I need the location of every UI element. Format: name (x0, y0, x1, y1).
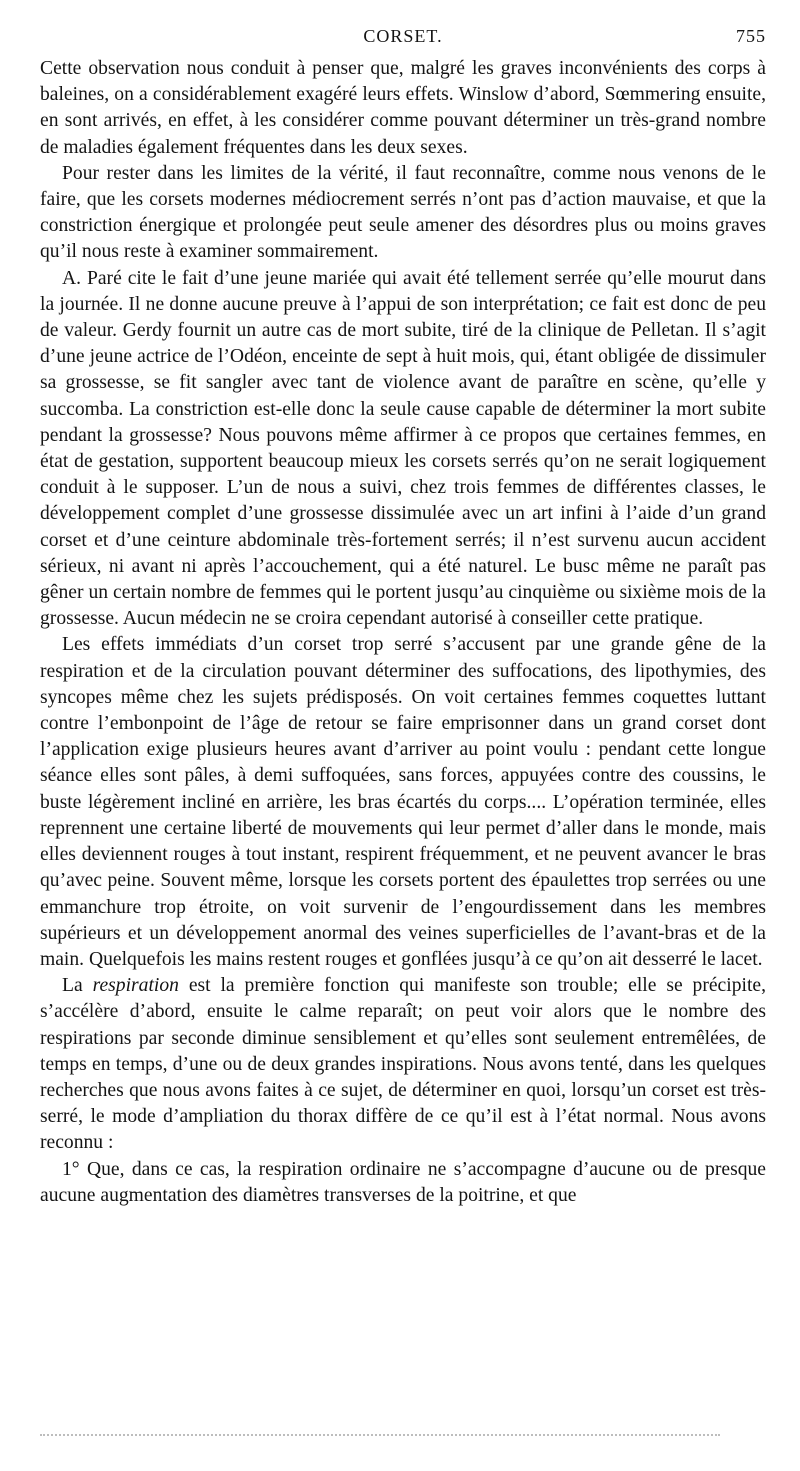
paragraph: A. Paré cite le fait d’une jeune mariée qui avait été tellement serrée qu’elle mourut dans la journée. Il ne donne aucune preuve à l’appui de son interprétation; ce fait est donc de peu de valeur. Gerdy fournit un autre cas de mort subite, tiré de la clinique de Pelletan. Il s’agit d’une jeune actrice de l’Odéon, enceinte de sept à huit mois, qui, étant obligée de dissimuler sa grossesse, se fit sangler avec tant de violence avant de paraître en scène, qu’elle y succomba. La constriction est-elle donc la seule cause capable de déterminer la mort subite pendant la grossesse? Nous pouvons même affirmer à ce propos que certaines femmes, en état de gestation, supportent beaucoup mieux les corsets serrés qu’on ne serait logiquement conduit à le supposer. L’un de nous a suivi, chez trois femmes de différentes classes, le développement complet d’une grossesse dissimulée avec un art infini à l’aide d’un grand corset et d’une ceinture abdominale très-fortement serrés; il n’est survenu aucun accident sérieux, ni avant ni après l’accouchement, qui a été naturel. Le busc même ne paraît pas gêner un certain nombre de femmes qui le portent jusqu’au cinquième ou sixième mois de la grossesse. Aucun médecin ne se croira cependant autorisé à conseiller cette pratique. (40, 267, 766, 630)
paragraph: Pour rester dans les limites de la vérité, il faut reconnaître, comme nous venons de le faire, que les corsets modernes médiocrement serrés n’ont pas d’action mauvaise, et que la constriction énergique et prolongée peut seule amener des désordres plus ou moins graves qu’il nous reste à examiner sommairement. (40, 162, 766, 263)
footer-rule (40, 1434, 720, 1436)
running-header (40, 26, 766, 56)
paragraph: Les effets immédiats d’un corset trop serré s’accusent par une grande gêne de la respiration et de la circulation pouvant déterminer des suffocations, des lipothymies, des syncopes même chez les sujets prédisposés. On voit certaines femmes coquettes luttant contre l’embonpoint de l’âge de retour se faire emprisonner dans un grand corset dont l’application exige plusieurs heures avant d’arriver au point voulu : pendant cette longue séance elles sont pâles, à demi suffoquées, sans forces, appuyées contre des coussins, le buste légèrement incliné en arrière, les bras écartés du corps.... L’opération terminée, elles reprennent une certaine liberté de mouvements qui leur permet d’aller dans le monde, mais elles deviennent rouges à tout instant, respirent fréquemment, et ne peuvent avancer le bras qu’avec peine. Souvent même, lorsque les corsets portent des épaulettes trop serrées ou une emmanchure trop étroite, on voit survenir de l’engourdissement dans les membres supérieurs et un développement anormal des veines superficielles de l’avant-bras et de la main. Quelquefois les mains restent rouges et gonflées jusqu’à ce qu’on ait desserré le lacet. (40, 634, 766, 970)
paragraph (40, 973, 766, 1156)
paragraph: 1° Que, dans ce cas, la respiration ordinaire ne s’accompagne d’aucune ou de presque aucune augmentation des diamètres transverses de la poitrine, et que (40, 1158, 766, 1206)
emphasized-term: respiration (92, 975, 179, 997)
paragraph-rest: est la première fonction qui manifeste son trouble; elle se précipite, s’accélère d’abord, ensuite le calme reparaît; on peut voir alors que le nombre des respirations par seconde diminue sensiblement et qu’elles sont seulement entremêlées, de temps en temps, d’une ou de deux grandes inspirations. Nous avons tenté, dans les quelques recherches que nous avons faites à ce sujet, de déterminer en quoi, lorsqu’un corset est très-serré, le mode d’ampliation du thorax diffère de ce qu’il est à l’état normal. Nous avons reconnu : (40, 975, 766, 1154)
page-number: 755 (736, 26, 766, 46)
paragraph-lead: La (62, 975, 93, 997)
running-title: CORSET. (363, 26, 443, 46)
body-text (40, 56, 766, 1209)
paragraph: Cette observation nous conduit à penser que, malgré les graves inconvénients des corps à baleines, on a considérablement exagéré leurs effets. Winslow d’abord, Sœmmering ensuite, en sont arrivés, en effet, à les considérer comme pouvant déterminer un très-grand nombre de maladies également fréquentes dans les deux sexes. (40, 58, 766, 158)
document-page (40, 26, 766, 1209)
